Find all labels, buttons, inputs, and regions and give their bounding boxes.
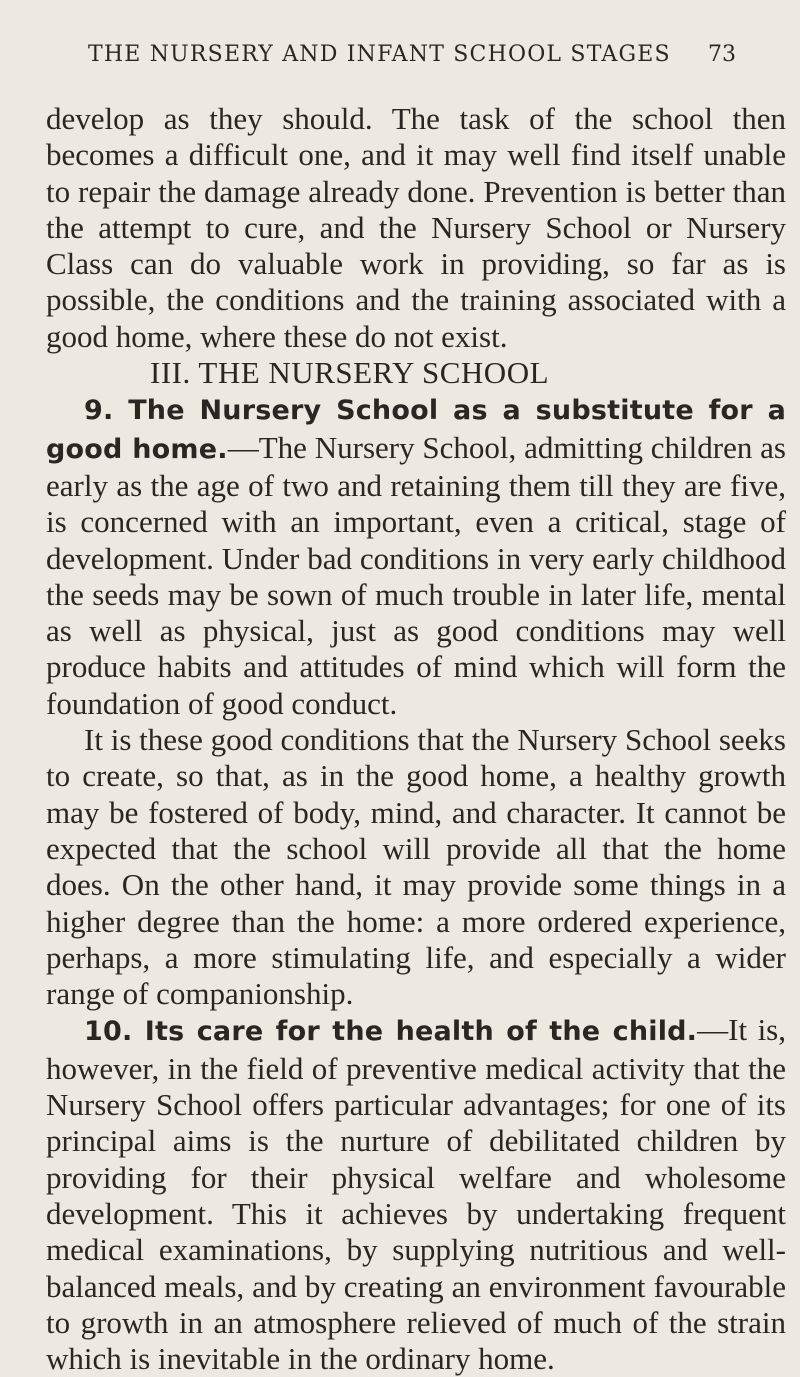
body-text xyxy=(46,101,786,1377)
paragraph-9-heading: 9. The Nursery School as a substitute for a good home. xyxy=(46,395,786,465)
paragraph-10-text: —It is, however, in the field of preventive medical activity that the Nursery School offers particular advantages; for one of its principal aims is the nurture of debilitated children by providing for their physical welfare and wholesome development. This it achieves by undertaking frequent medical examinations, by supplying nutritious and well-balanced meals, and by creating an environment favourable to growth in an atmosphere relieved of much of the strain which is inevitable in the ordinary home. xyxy=(46,1012,786,1377)
running-head xyxy=(88,42,788,78)
paragraph-9-continued: It is these good conditions that the Nursery School seeks to create, so that, as in the good home, a healthy growth may be fostered of body, mind, and character. It cannot be expected that the school will provide all that the home does. On the other hand, it may provide some things in a higher degree than the home: a more ordered experience, perhaps, a more stimulating life, and especially a wider range of companionship. xyxy=(46,722,786,1012)
running-title: THE NURSERY AND INFANT SCHOOL STAGES xyxy=(88,42,671,67)
paragraph-9-text: —The Nursery School, admitting children as early as the age of two and retaining them till they are five, is concerned with an important, even a critical, stage of development. Under bad conditions in very early childhood the seeds may be sown of much trouble in later life, mental as well as physical, just as good conditions may well produce habits and attitudes of mind which will form the foundation of good conduct. xyxy=(46,429,786,721)
paragraph-10 xyxy=(46,1012,786,1377)
section-heading: III. THE NURSERY SCHOOL xyxy=(150,355,550,391)
paragraph-10-heading: 10. Its care for the health of the child. xyxy=(84,1016,698,1048)
paragraph-9 xyxy=(46,391,786,722)
intro-paragraph: develop as they should. The task of the school then becomes a difficult one, and it may well find itself unable to repair the damage already done. Prevention is better than the attempt to cure, and the Nursery School or Nursery Class can do valuable work in providing, so far as is possible, the conditions and the training associated with a good home, where these do not exist. xyxy=(46,101,786,354)
page-number: 73 xyxy=(708,42,736,67)
